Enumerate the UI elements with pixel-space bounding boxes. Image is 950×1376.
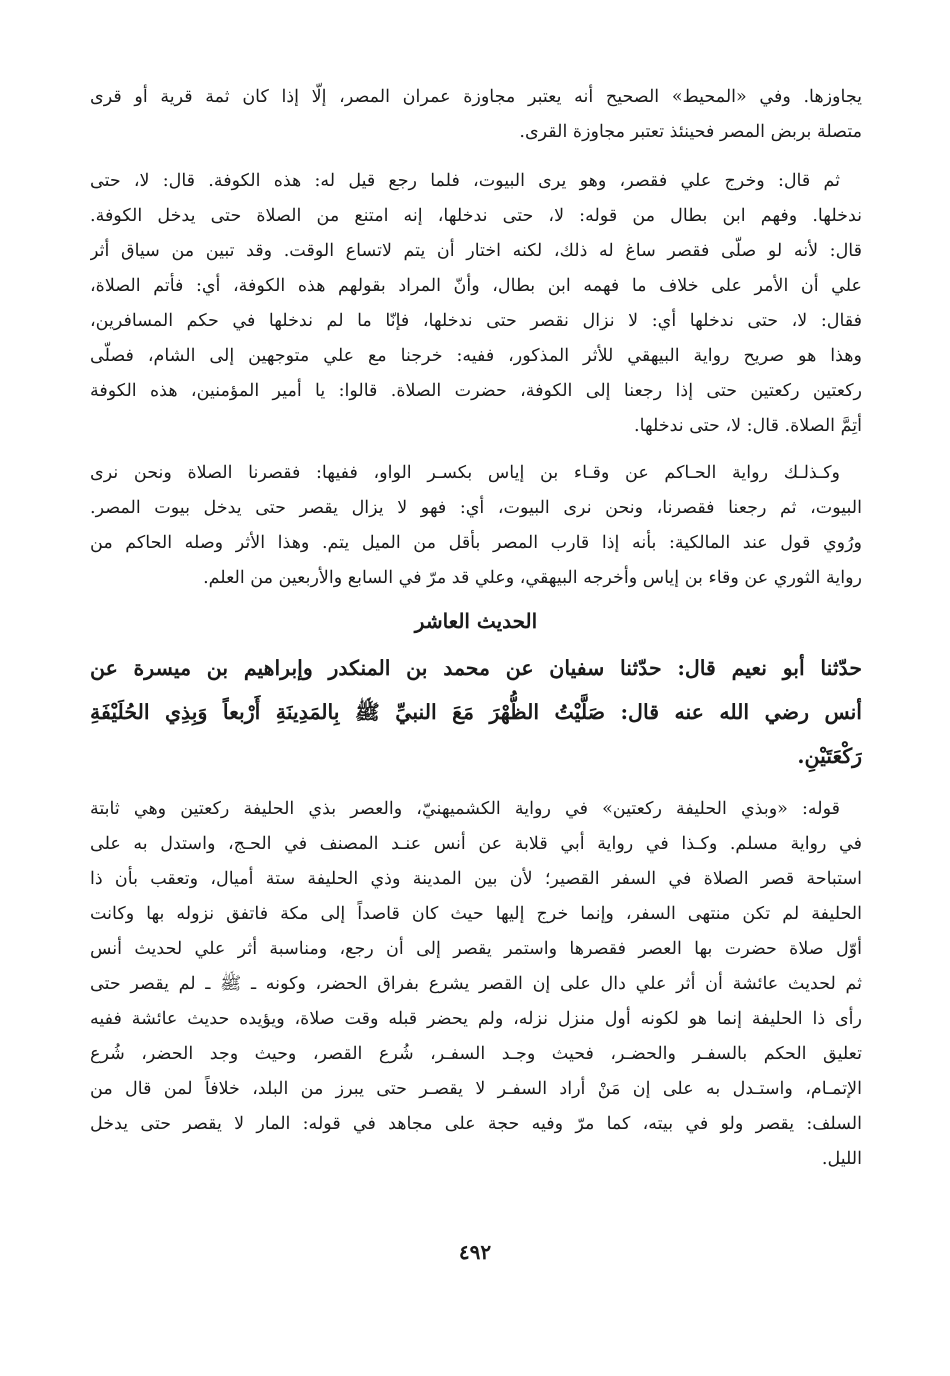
text-line: أتِمَّ الصلاة. قال: لا، حتى ندخلها. xyxy=(634,416,862,436)
text-line: قال: لأنه لو صلّى فقصر ساغ له ذلك، لكنه اختار أن يتم لاتساع الوقت. وقد تبين من سياق أثر xyxy=(90,241,862,261)
text-line: الحليفة لم تكن منتهى السفر، وإنما خرج إليها حيث كان قاصداً إلى مكة فاتفق نزوله بها وكانت xyxy=(90,904,862,924)
hadith-text xyxy=(90,646,862,778)
text-line: فقال: لا، حتى ندخلها أي: لا نزال نقصر حتى ندخلها، فإنّا ما لم ندخلها في حكم المسافرين، xyxy=(90,311,862,331)
text-line: وهذا هو صريح رواية البيهقي للأثر المذكور، ففيه: خرجنا مع علي متوجهين إلى الشام، فصلّى xyxy=(90,346,862,366)
text-line: الليل. xyxy=(821,1149,862,1169)
hadith-line: رَكْعَتَيْنِ. xyxy=(797,744,862,768)
hadith-line: حدّثنا أبو نعيم قال: حدّثنا سفيان عن محمد بن المنكدر وإبراهيم بن ميسرة عن xyxy=(90,656,862,680)
text-line: تعليق الحكم بالسفـر والحضـر، فحيث وجـد السفـر، شُرع القصر، وحيث وجد الحضر، شُرع xyxy=(90,1044,862,1064)
page-number: ٤٩٢ xyxy=(458,1240,492,1264)
text-line: متصلة بربض المصر فحينئذ تعتبر مجاوزة القرى. xyxy=(519,122,862,142)
text-line: ورُوي قول عند المالكية: بأنه إذا قارب المصر بأقل من الميل يتم. وهذا الأثر وصله الحاكم من xyxy=(90,533,862,553)
page-body xyxy=(90,80,862,1187)
text-line: قوله: «وبذي الحليفة ركعتين» في رواية الكشميهنيّ، والعصر بذي الحليفة ركعتين وهي ثابتة xyxy=(90,799,840,819)
paragraph-ali-kufa xyxy=(90,164,862,444)
text-line: وكـذلـك رواية الحـاكم عن وقـاء بن إياس بكسـر الواو، ففيها: فقصرنا الصلاة ونحن نرى xyxy=(90,463,840,483)
text-line: ركعتين ركعتين حتى إذا رجعنا إلى الكوفة، حضرت الصلاة. قالوا: يا أمير المؤمنين، هذه الكوفة xyxy=(90,381,862,401)
text-line: في رواية مسلم. وكـذا في رواية أبي قلابة عن أنس عنـد المصنف في الحـج، واستدل به على xyxy=(90,834,862,854)
commentary-paragraph xyxy=(90,792,862,1177)
text-line: يجاوزها. وفي «المحيط» الصحيح أنه يعتبر مجاوزة عمران المصر، إلّا إذا كان ثمة قرية أو قرى xyxy=(90,87,862,107)
text-line: الإتمـام، واستـدل به على إن مَنْ أراد السفـر لا يقصـر حتى يبرز من البلد، خلافاً لمن قال من xyxy=(90,1079,862,1099)
text-line: البيوت، ثم رجعنا فقصرنا، ونحن نرى البيوت، أي: فهو لا يزال يقصر حتى يدخل بيوت المصر. xyxy=(90,498,862,518)
text-line: السلف: يقصر ولو في بيته، كما مرّ وفيه حجة على مجاهد في قوله: المار لا يقصر حتى يدخل xyxy=(90,1114,862,1134)
text-line: ندخلها. وفهم ابن بطال من قوله: لا، حتى ندخلها، إنه امتنع من الصلاة حتى يدخل الكوفة. xyxy=(90,206,862,226)
text-line: رأى ذا الحليفة إنما هو لكونه أول منزل نزله، ولم يحضر قبله وقت صلاة، ويؤيده حديث عائشة ففيه xyxy=(90,1009,862,1029)
text-line: استباحة قصر الصلاة في السفر القصير؛ لأن بين المدينة وذي الحليفة ستة أميال، وتعقب بأن ذا xyxy=(90,869,862,889)
text-line: ثم قال: وخرج علي فقصر، وهو يرى البيوت، فلما رجع قيل له: هذه الكوفة. قال: لا، حتى xyxy=(90,171,840,191)
text-line: أوّل صلاة حضرت بها العصر فقصرها واستمر يقصر إلى أن رجع، ومناسبة أثر علي لحديث أنس xyxy=(90,939,862,959)
intro-paragraph xyxy=(90,80,862,150)
section-heading: الحديث العاشر xyxy=(414,609,538,633)
paragraph-hakim-narration xyxy=(90,456,862,596)
text-line: علي أن الأمر على خلاف ما فهمه ابن بطال، وأنّ المراد بقولهم هذه الكوفة، أي: فأتم الصلاة، xyxy=(90,276,862,296)
hadith-line: أنس رضي الله عنه قال: صَلَّيْتُ الظُّهْرَ مَعَ النبيِّ ﷺ بِالمَدِينَةِ أَرْبعاً وَبِذِي الحُلَيْفَةِ xyxy=(90,700,862,724)
text-line: رواية الثوري عن وقاء بن إياس وأخرجه البيهقي، وعلي قد مرّ في السابع والأربعين من العلم. xyxy=(203,568,862,588)
text-line: ثم لحديث عائشة أن أثر علي دال على إن القصر يشرع بفراق الحضر، وكونه ـ ﷺ ـ لم يقصر حتى xyxy=(90,974,862,994)
